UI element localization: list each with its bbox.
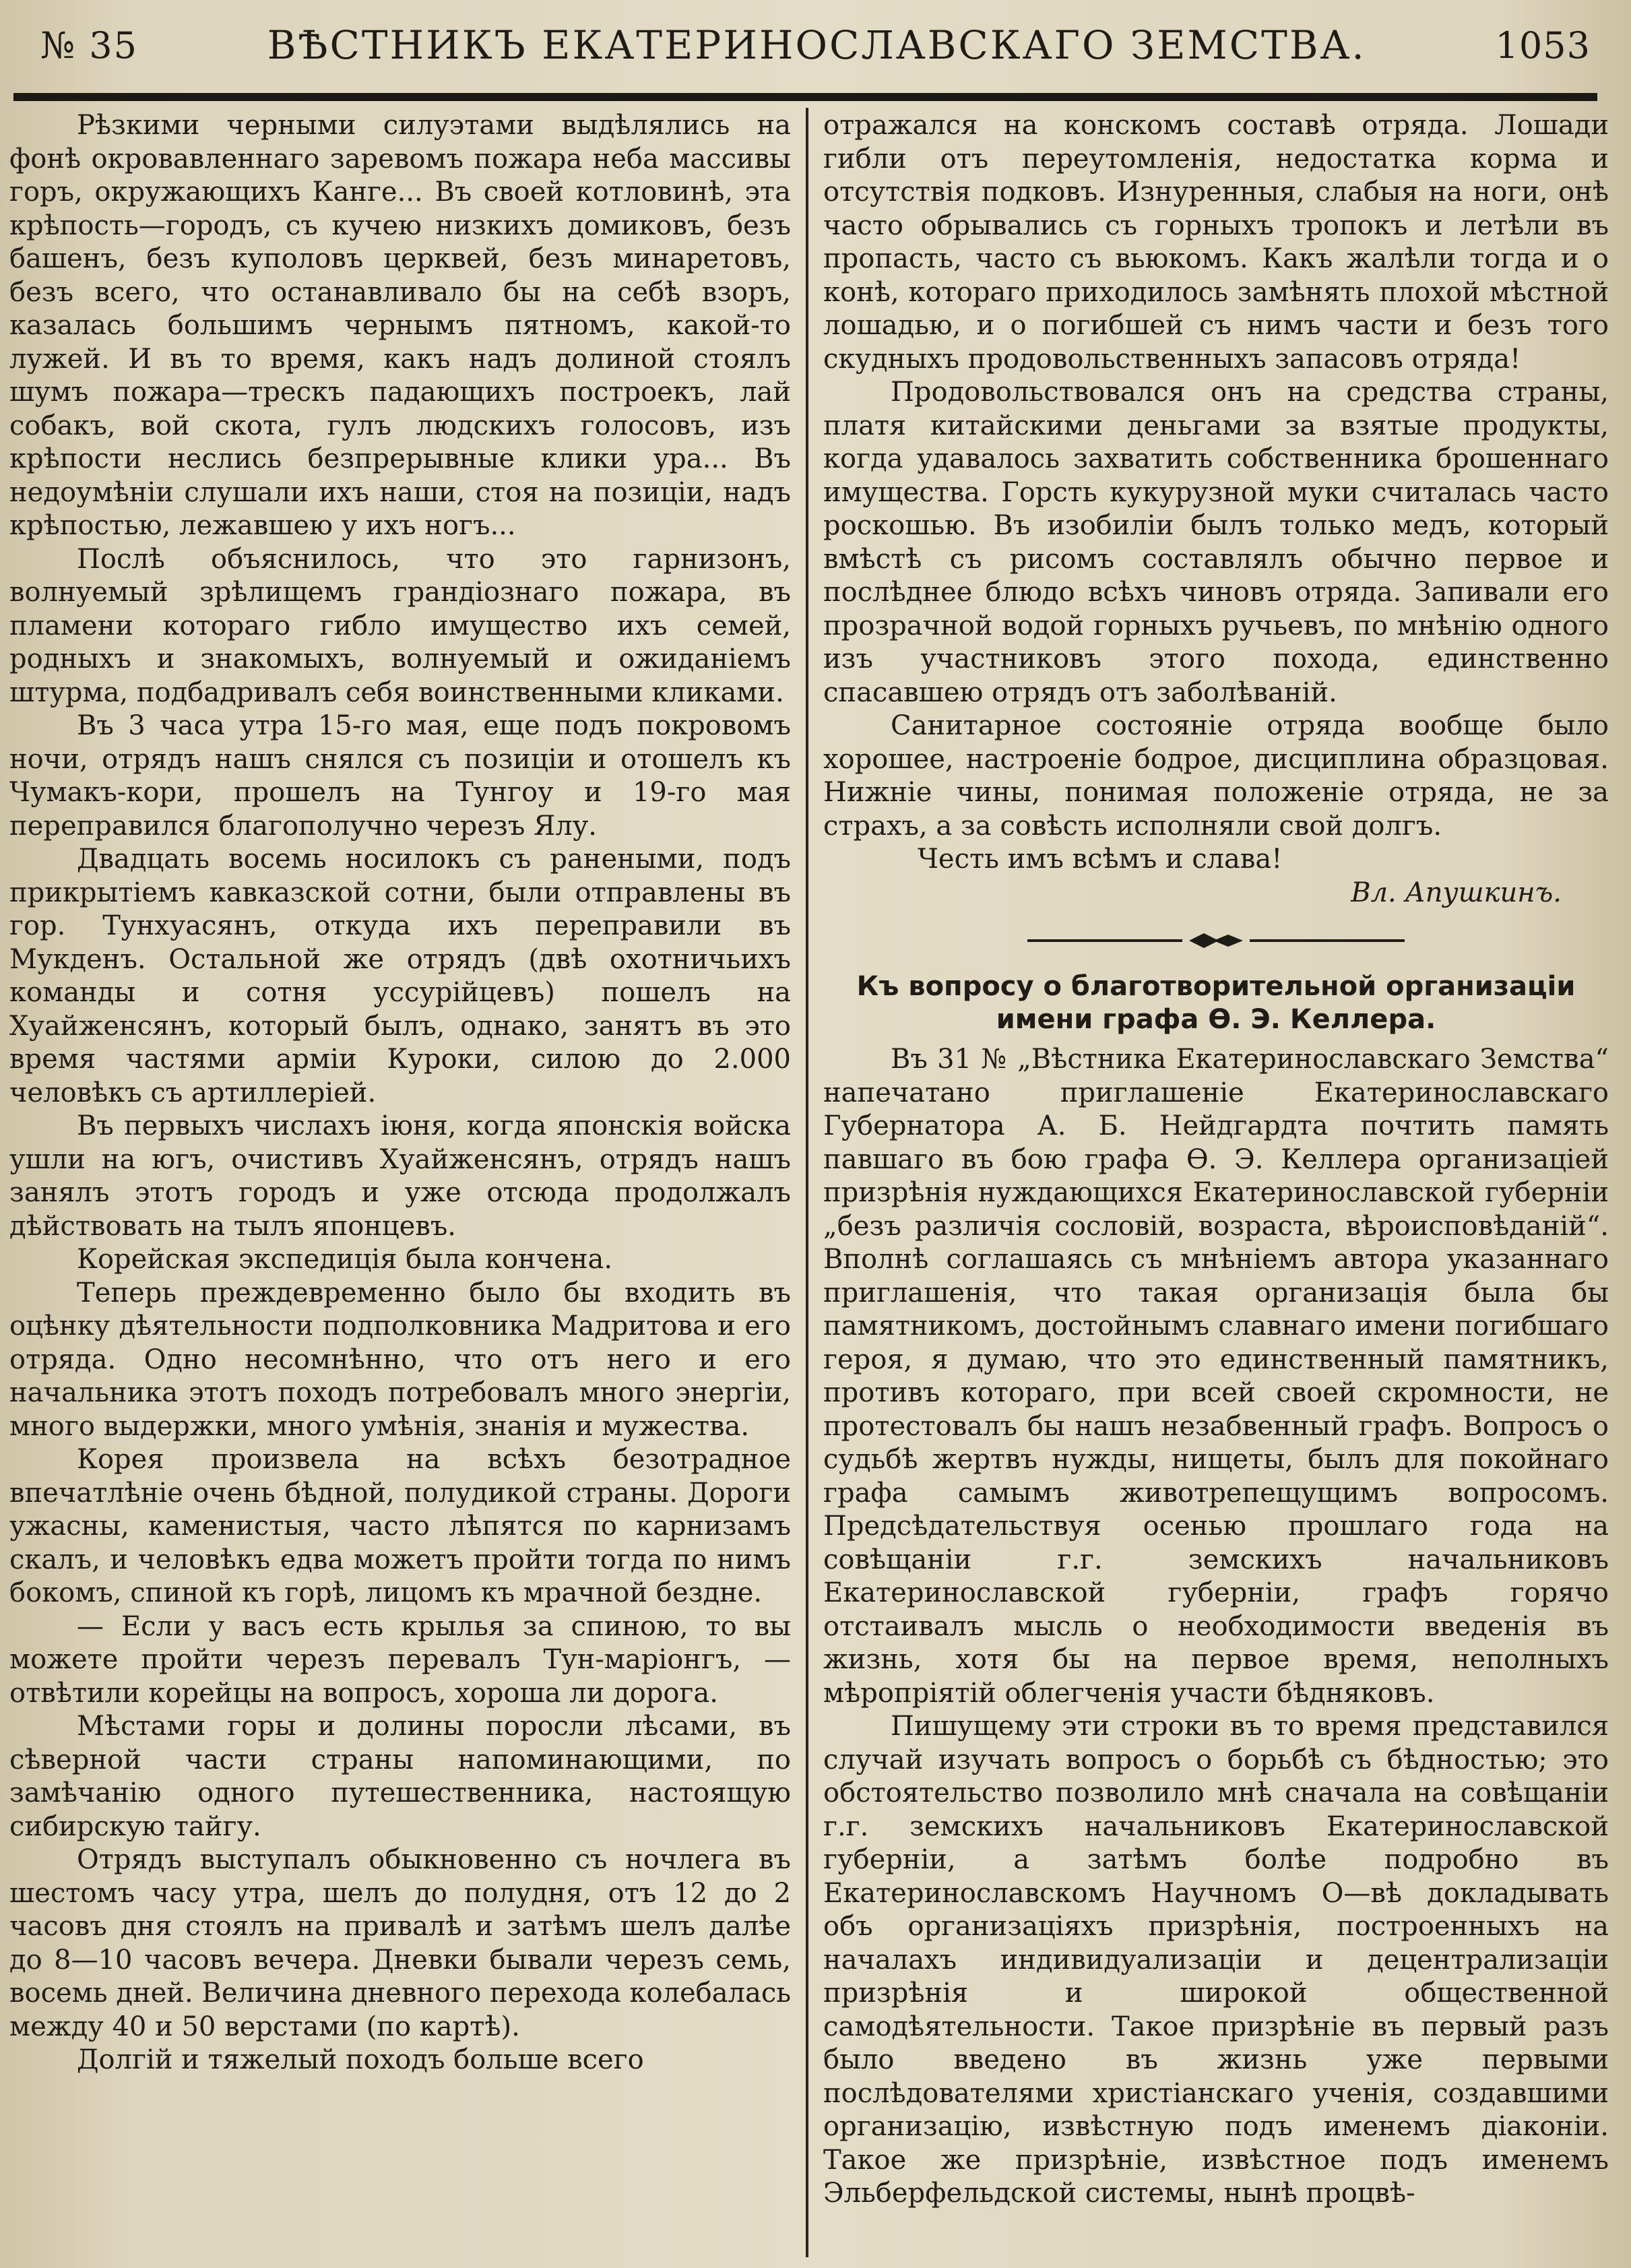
paragraph: Въ 31 № „Вѣстника Екатеринославскаго Земства“ напечатано приглашеніе Екатеринославскаго Губернатора А. Б. Нейдгардта почтить память павшаго въ бою графа Ѳ. Э. Келлера организаціей призрѣнія нуждающихся Екатеринославской губерніи „безъ различія сословій, возраста, вѣроисповѣданій“. Вполнѣ соглашаясь съ мнѣніемъ автора указаннаго приглашенія, что такая организація была бы памятникомъ, достойнымъ славнаго имени погибшаго героя, я думаю, что это единственный памятникъ, противъ котораго, при всей своей скромности, не протестовалъ бы нашъ незабвенный графъ. Вопросъ о судьбѣ жертвъ нужды, нищеты, былъ для покойнаго графа самымъ животрепещущимъ вопросомъ. Предсѣдательствуя осенью прошлаго года на совѣщаніи г.г. земскихъ начальниковъ Екатеринославской губерніи, графъ горячо отстаивалъ мысль о необходимости введенія въ жизнь, хотя бы на первое время, неполныхъ мѣропріятій облегченія участи бѣдняковъ. <box>823 1044 1609 1709</box>
paragraph: Послѣ объяснилось, что это гарнизонъ, волнуемый зрѣлищемъ грандіознаго пожара, въ пламени котораго гибло имущество ихъ семей, родныхъ и знакомыхъ, волнуемый и ожиданіемъ штурма, подбадривалъ себя воинственными кликами. <box>9 543 791 708</box>
issue-number: № 35 <box>40 24 138 67</box>
left-column <box>9 109 791 2255</box>
paragraph: Долгій и тяжелый походъ больше всего <box>77 2044 644 2075</box>
column-divider <box>806 108 808 2257</box>
paragraph: Пишущему эти строки въ то время представился случай изучать вопросъ о борьбѣ съ бѣдностью; это обстоятельство позволило мнѣ сначала на совѣщаніи г.г. земскихъ начальниковъ Екатеринославской губерніи, а затѣмъ болѣе подробно въ Екатеринославскомъ Научномъ О—вѣ докладывать объ организаціяхъ призрѣнія, построенныхъ на началахъ индивидуализаціи и децентрализаціи призрѣнія и широкой общественной самодѣятельности. Такое призрѣніе въ первый разъ было введено въ жизнь уже первыми послѣдователями христіанскаго ученія, создавшими организацію, извѣстную подъ именемъ діаконіи. Такое же призрѣніе, извѣстное подъ именемъ Эльберфельдской системы, нынѣ процвѣ- <box>823 1711 1609 2209</box>
page-header <box>40 15 1591 75</box>
article-signature: Вл. Апушкинъ. <box>1351 877 1562 908</box>
paragraph: Въ 3 часа утра 15-го мая, еще подъ покровомъ ночи, отрядъ нашъ снялся съ позиціи и отошелъ къ Чумакъ-кори, прошелъ на Тунгоу и 19-го мая переправился благополучно черезъ Ялу. <box>9 710 791 842</box>
paragraph: Двадцать восемь носилокъ съ ранеными, подъ прикрытіемъ кавказской сотни, были отправлены въ гор. Тунхуасянъ, откуда ихъ переправили въ Мукденъ. Остальной же отрядъ (двѣ охотничьихъ команды и сотня уссурійцевъ) пошелъ на Хуайженсянъ, который былъ, однако, занятъ въ это время частями арміи Куроки, силою до 2.000 человѣкъ съ артиллеріей. <box>9 844 791 1108</box>
article-heading <box>823 970 1609 1036</box>
page-number: 1053 <box>1495 24 1591 67</box>
right-column <box>823 109 1609 2255</box>
paragraph: Корея произвела на всѣхъ безотрадное впечатлѣніе очень бѣдной, полудикой страны. Дороги ужасны, каменистыя, часто лѣпятся по карнизамъ скалъ, и человѣкъ едва можетъ пройти тогда по нимъ бокомъ, спиной къ горѣ, лицомъ къ мрачной бездне. <box>9 1444 791 1608</box>
article-heading-line1: Къ вопросу о благотворительной организаціи <box>856 971 1576 1002</box>
paragraph: Отрядъ выступалъ обыкновенно съ ночлега въ шестомъ часу утра, шелъ до полудня, отъ 12 до 2 часовъ дня стоялъ на привалѣ и затѣмъ шелъ далѣе до 8—10 часовъ вечера. Дневки бывали черезъ семь, восемь дней. Величина дневного перехода колебалась между 40 и 50 верстами (по картѣ). <box>9 1844 791 2042</box>
paragraph: — Если у васъ есть крылья за спиною, то вы можете пройти черезъ перевалъ Тун-маріонгъ, —отвѣтили корейцы на вопросъ, хороша ли дорога. <box>9 1610 791 1709</box>
paragraph: Теперь преждевременно было бы входить въ оцѣнку дѣятельности подполковника Мадритова и его отряда. Одно несомнѣнно, что отъ него и его начальника этотъ походъ потребовалъ много энергіи, много выдержки, много умѣнія, знанія и мужества. <box>9 1277 791 1442</box>
article-heading-line2: имени графа Ѳ. Э. Келлера. <box>996 1004 1436 1035</box>
paragraph: Продовольствовался онъ на средства страны, платя китайскими деньгами за взятые продукты, когда удавалось захватить собственника брошеннаго имущества. Горсть кукурузной муки считалась часто роскошью. Въ изобиліи былъ только медъ, который вмѣстѣ съ рисомъ составлялъ обычно первое и послѣднее блюдо всѣхъ чиновъ отряда. Запивали его прозрачной водой горныхъ ручьевъ, по мнѣнію одного изъ участниковъ этого похода, единственно спасавшею отрядъ отъ заболѣваній. <box>823 377 1609 708</box>
section-divider-ornament <box>823 914 1609 968</box>
paragraph: Корейская экспедиція была кончена. <box>77 1244 613 1275</box>
journal-title: ВѢСТНИКЪ ЕКАТЕРИНОСЛАВСКАГО ЗЕМСТВА. <box>267 22 1366 68</box>
paragraph: Мѣстами горы и долины поросли лѣсами, въ сѣверной части страны напоминающими, по замѣчанію одного путешественника, настоящую сибирскую тайгу. <box>9 1711 791 1842</box>
paragraph: Въ первыхъ числахъ іюня, когда японскія войска ушли на югъ, очистивъ Хуайженсянъ, отрядъ нашъ занялъ этотъ городъ и уже отсюда продолжалъ дѣйствовать на тылъ японцевъ. <box>9 1110 791 1242</box>
header-rule <box>13 93 1597 101</box>
paragraph: Санитарное состояніе отряда вообще было хорошее, настроеніе бодрое, дисциплина образцовая. Нижніе чины, понимая положеніе отряда, не за страхъ, а за совѣсть исполняли свой долгъ. <box>823 710 1609 842</box>
paragraph: Рѣзкими черными силуэтами выдѣлялись на фонѣ окровавленнаго заревомъ пожара неба массивы горъ, окружающихъ Канге... Въ своей котловинѣ, эта крѣпость—городъ, съ кучею низкихъ домиковъ, безъ башенъ, безъ куполовъ церквей, безъ минаретовъ, безъ всего, что останавливало бы на себѣ взоръ, казалась большимъ чернымъ пятномъ, какой-то лужей. И въ то время, какъ надъ долиной стоялъ шумъ пожара—трескъ падающихъ построекъ, лай собакъ, вой скота, гулъ людскихъ голосовъ, изъ крѣпости неслись безпрерывные клики ура... Въ недоумѣніи слушали ихъ наши, стоя на позиціи, надъ крѣпостью, лежавшею у ихъ ногъ... <box>9 110 791 541</box>
paragraph: отражался на конскомъ составѣ отряда. Лошади гибли отъ переутомленія, недостатка корма и отсутствія подковъ. Изнуренныя, слабыя на ноги, онѣ часто обрывались съ горныхъ тропокъ и летѣли въ пропасть, часто съ вьюкомъ. Какъ жалѣли тогда и о конѣ, котораго приходилось замѣнять плохой мѣстной лошадью, и о погибшей съ нимъ части и безъ того скудныхъ продовольственныхъ запасовъ отряда! <box>823 110 1609 375</box>
paragraph: Честь имъ всѣмъ и слава! <box>918 844 1283 875</box>
